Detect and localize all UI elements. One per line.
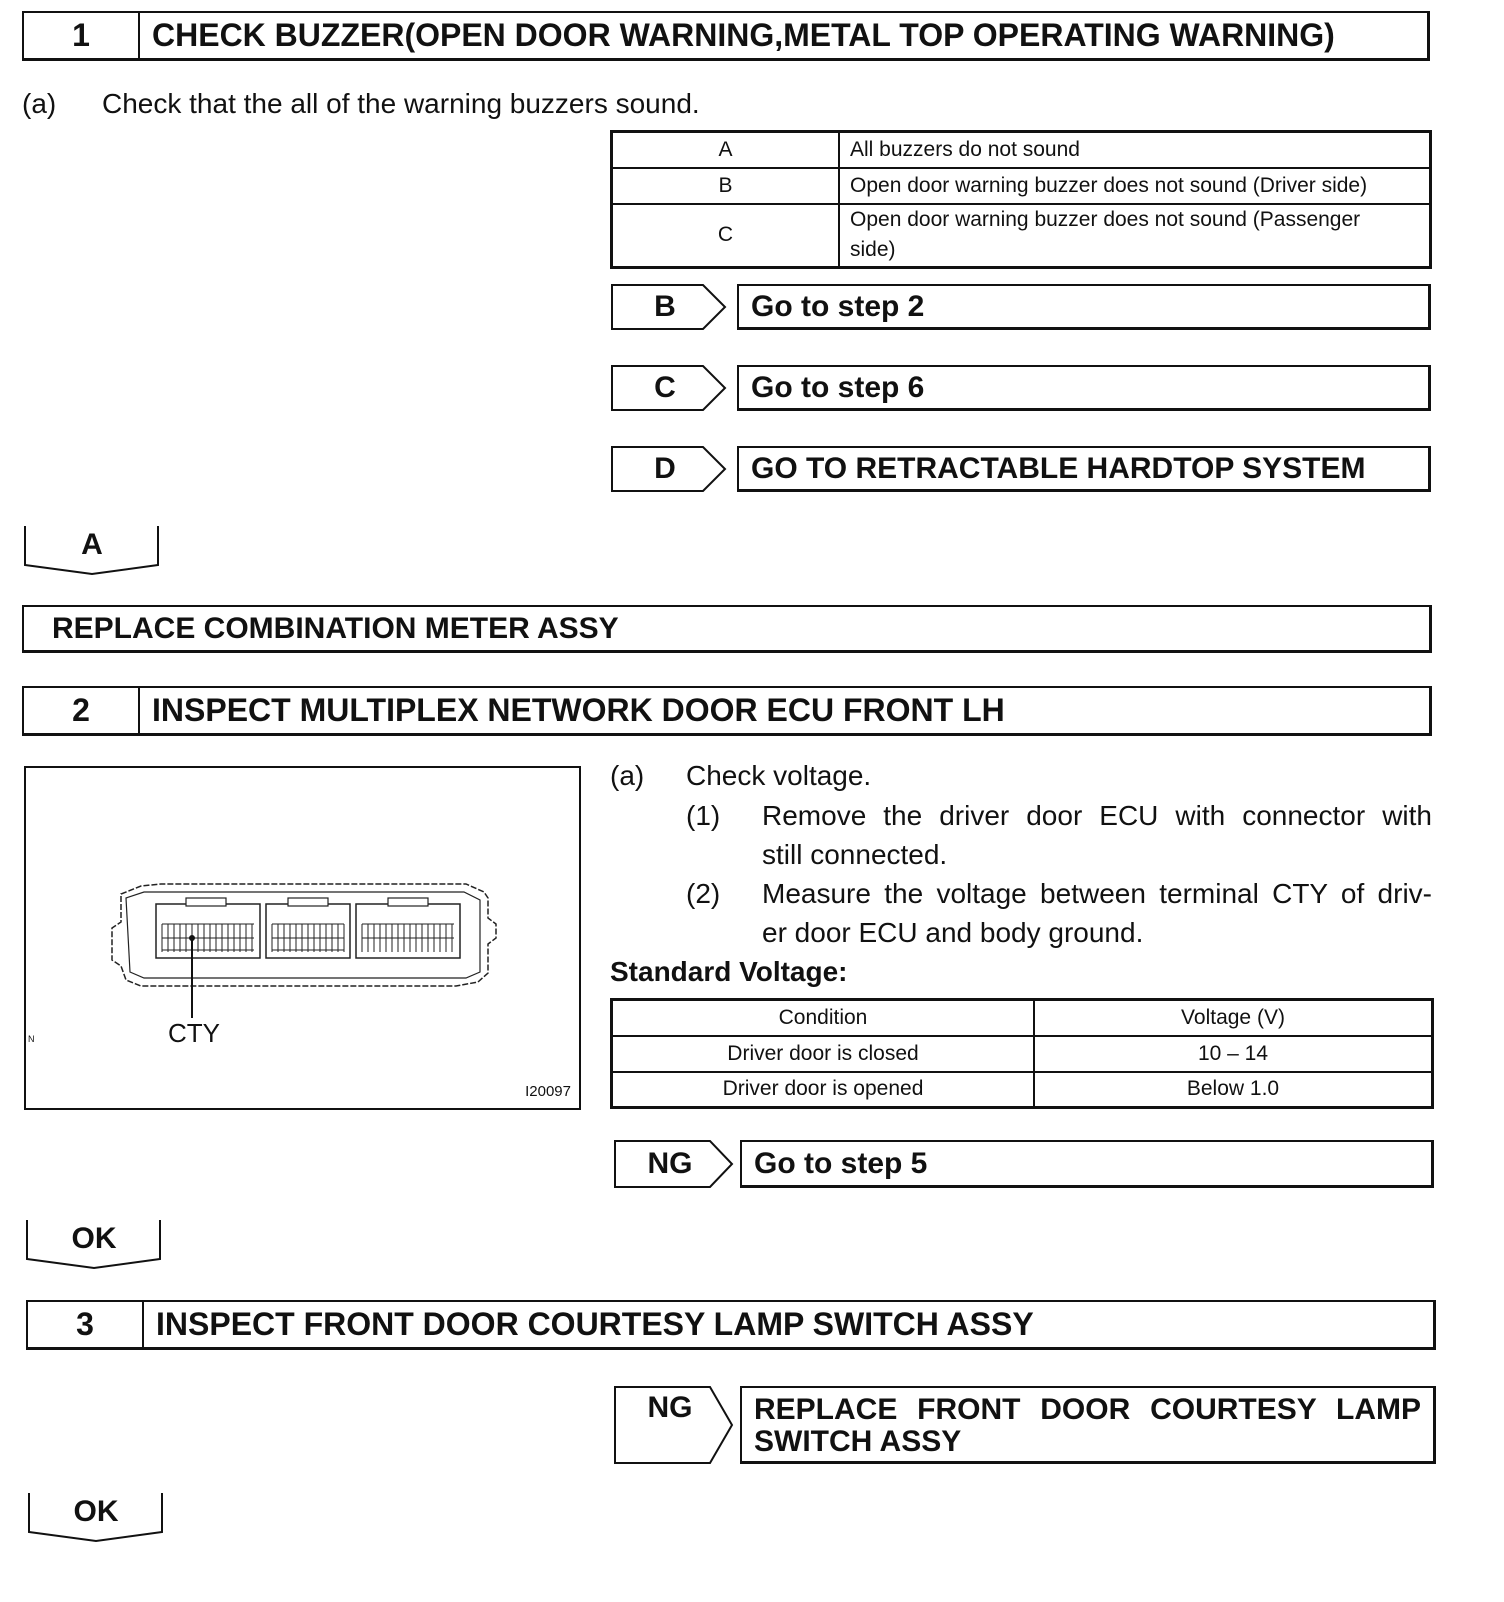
voltage-cell: Below 1.0 <box>1034 1072 1433 1108</box>
step-number: 2 <box>24 688 140 733</box>
desc-line: Open door warning buzzer does not sound (Passenger <box>850 208 1361 232</box>
substep-marker: (2) <box>686 878 721 909</box>
result-tag-d <box>611 446 731 492</box>
step-title: INSPECT MULTIPLEX NETWORK DOOR ECU FRONT LH <box>152 692 1005 728</box>
result-action-ng <box>740 1386 1436 1464</box>
replace-action-box: REPLACE COMBINATION METER ASSY <box>22 605 1432 653</box>
result-tag-ng <box>614 1140 738 1188</box>
step-title: CHECK BUZZER(OPEN DOOR WARNING,METAL TOP OPERATING WARNING) <box>152 17 1335 53</box>
tab-label: OK <box>73 1495 119 1528</box>
column-header: Condition <box>612 1000 1035 1036</box>
terminal-label: CTY <box>168 1018 220 1048</box>
continue-tab-ok <box>26 1219 162 1269</box>
step-number: 3 <box>28 1302 144 1347</box>
column-header: Voltage (V) <box>1034 1000 1433 1036</box>
tag-label: NG <box>647 1391 693 1424</box>
tag-label: B <box>654 290 676 323</box>
voltage-table <box>610 998 1434 1109</box>
figure-corner-mark: N <box>28 1034 35 1044</box>
desc-cell <box>839 204 1431 268</box>
step-number: 1 <box>24 13 140 58</box>
step-3-header <box>26 1300 1436 1350</box>
table-row <box>612 204 1431 268</box>
table-row <box>612 1072 1433 1108</box>
result-action-b: Go to step 2 <box>737 284 1431 330</box>
substep-text: er door ECU and body ground. <box>762 917 1144 948</box>
code-cell: A <box>612 132 840 168</box>
tab-label: A <box>81 528 103 561</box>
table-row <box>612 168 1431 204</box>
result-action-ng: Go to step 5 <box>740 1140 1434 1188</box>
standard-voltage-label: Standard Voltage: <box>610 956 848 987</box>
instruction-marker: (a) <box>22 88 57 119</box>
instruction-text: Check that the all of the warning buzzers sound. <box>102 88 700 119</box>
desc-cell: All buzzers do not sound <box>839 132 1431 168</box>
ecu-connector-drawing <box>26 768 579 1108</box>
result-code-table <box>610 130 1432 269</box>
continue-tab-a <box>24 525 160 575</box>
table-row <box>612 132 1431 168</box>
result-tag-c <box>611 365 731 411</box>
tag-label: C <box>654 371 676 404</box>
condition-cell: Driver door is closed <box>612 1036 1035 1072</box>
result-action-d: GO TO RETRACTABLE HARDTOP SYSTEM <box>737 446 1431 492</box>
result-action-c: Go to step 6 <box>737 365 1431 411</box>
step-2-header <box>22 686 1432 736</box>
substep-text: Remove the driver door ECU with connector with <box>762 800 1432 831</box>
condition-cell: Driver door is opened <box>612 1072 1035 1108</box>
substep-text: Measure the voltage between terminal CTY of driv- <box>762 878 1432 909</box>
substep-marker: (1) <box>686 800 721 831</box>
voltage-cell: 10 – 14 <box>1034 1036 1433 1072</box>
check-text: Check voltage. <box>686 760 872 791</box>
desc-line: side) <box>850 238 896 262</box>
ecu-connector-figure <box>24 766 581 1110</box>
tag-label: D <box>654 452 676 485</box>
step-1-header <box>22 11 1430 61</box>
action-line: SWITCH ASSY <box>754 1425 962 1458</box>
figure-id: I20097 <box>525 1083 571 1100</box>
table-header-row <box>612 1000 1433 1036</box>
substep-text: still connected. <box>762 839 948 870</box>
code-cell: C <box>612 204 840 268</box>
action-line: REPLACE FRONT DOOR COURTESY LAMP <box>754 1393 1421 1426</box>
result-tag-ng <box>614 1386 738 1464</box>
desc-cell: Open door warning buzzer does not sound (Driver side) <box>839 168 1431 204</box>
tab-label: OK <box>71 1222 117 1255</box>
check-marker: (a) <box>610 760 645 791</box>
code-cell: B <box>612 168 840 204</box>
result-tag-b <box>611 284 731 330</box>
tag-label: NG <box>647 1147 693 1180</box>
table-row <box>612 1036 1433 1072</box>
continue-tab-ok <box>28 1492 164 1542</box>
step-title: INSPECT FRONT DOOR COURTESY LAMP SWITCH ASSY <box>156 1306 1034 1342</box>
